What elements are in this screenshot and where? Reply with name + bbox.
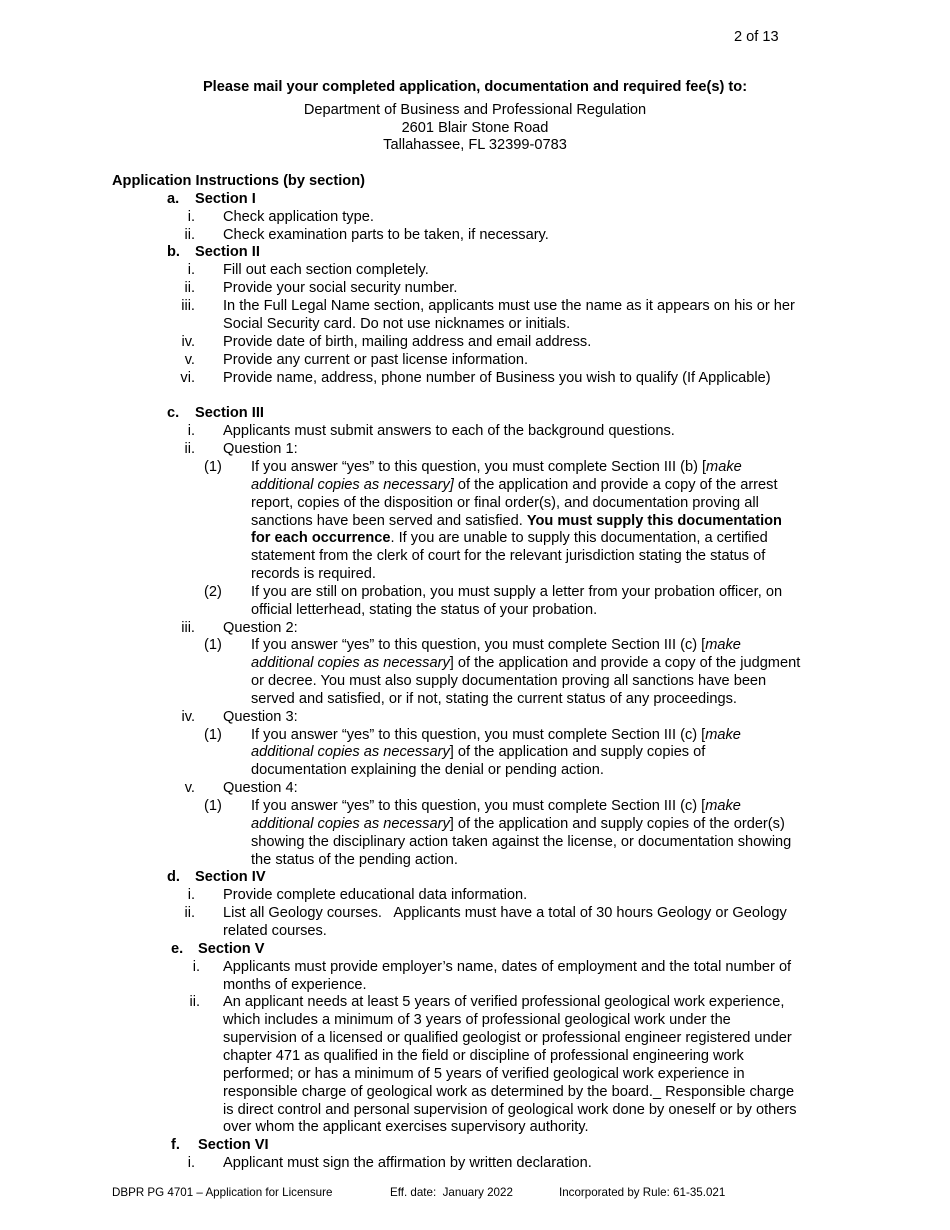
section-d-marker: d. (167, 869, 180, 885)
list-item-continued: chapter 471 as qualified in the field or discipline of professional engineering work (223, 1048, 744, 1064)
list-item-continued: performed; or has a minimum of 5 years of verified geological work experience in (223, 1066, 745, 1082)
section-e-marker: e. (171, 941, 184, 957)
sub-item-line: showing the disciplinary action taken against the license, or documentation showing (251, 834, 792, 850)
sub-number: (1) (204, 727, 222, 743)
list-item-continued: Social Security card. Do not use nicknames or initials. (223, 316, 571, 332)
list-item: An applicant needs at least 5 years of verified professional geological work experience, (223, 994, 785, 1010)
sub-item-line: sanctions have been served and satisfied. You must supply this documentation (251, 513, 782, 529)
list-number: ii. (184, 441, 195, 457)
question-label: Question 1: (223, 441, 298, 457)
list-item: In the Full Legal Name section, applicants must use the name as it appears on his or her (223, 298, 795, 314)
list-item-continued: supervision of a licensed or qualified geologist or professional engineer registered under (223, 1030, 792, 1046)
list-item: Check examination parts to be taken, if necessary. (223, 227, 549, 243)
list-item: Fill out each section completely. (223, 262, 429, 278)
footer-rule: Incorporated by Rule: 61-35.021 (559, 1186, 726, 1199)
question-label: Question 2: (223, 620, 298, 636)
sub-item-line: If you answer “yes” to this question, you must complete Section III (c) [make (251, 798, 741, 814)
section-d-title: Section IV (195, 869, 266, 885)
sub-item-line: documentation explaining the denial or pending action. (251, 762, 604, 778)
page-number: 2 of 13 (734, 29, 779, 45)
section-b-title: Section II (195, 244, 260, 260)
list-item: Provide complete educational data information. (223, 887, 528, 903)
section-c-title: Section III (195, 405, 264, 421)
sub-item-line: for each occurrence. If you are unable to supply this documentation, a certified (251, 530, 768, 546)
footer-eff-date: Eff. date: January 2022 (390, 1186, 513, 1199)
section-e-title: Section V (198, 941, 265, 957)
list-item-continued: responsible charge of geological work as determined by the board._ Responsible charge (223, 1084, 795, 1100)
address-line-2: 2601 Blair Stone Road (401, 120, 549, 136)
sub-item-line: If you answer “yes” to this question, you must complete Section III (b) [make (251, 459, 742, 475)
list-number: ii. (189, 994, 200, 1010)
list-number: ii. (184, 905, 195, 921)
sub-item-line: additional copies as necessary] of the application and supply copies of (251, 744, 706, 760)
list-item: Applicants must provide employer’s name, dates of employment and the total number of (223, 959, 792, 975)
sub-item-line: If you answer “yes” to this question, you must complete Section III (c) [make (251, 727, 741, 743)
list-item-continued: which includes a minimum of 3 years of professional geological work under the (223, 1012, 731, 1028)
list-number: iv. (181, 334, 195, 350)
list-item-continued: is direct control and personal supervision of geological work done by oneself or by others (223, 1102, 797, 1118)
sub-number: (1) (204, 459, 222, 475)
sub-number: (1) (204, 798, 222, 814)
sub-item-line: or decree. You must also supply documentation proving all sanctions have been (251, 673, 767, 689)
mail-heading: Please mail your completed application, documentation and required fee(s) to: (202, 79, 748, 95)
list-item-continued: related courses. (223, 923, 327, 939)
list-number: vi. (180, 370, 195, 386)
section-a-marker: a. (167, 191, 180, 207)
sub-item-line: If you answer “yes” to this question, you must complete Section III (c) [make (251, 637, 741, 653)
sub-item-line: statement from the clerk of court for the relevant jurisdiction stating the status of (251, 548, 766, 564)
section-c-marker: c. (167, 405, 180, 421)
sub-item-line: official letterhead, stating the status of your probation. (251, 602, 598, 618)
list-item-continued: over whom the applicant exercises supervisory authority. (223, 1119, 589, 1135)
sub-item-line: served and satisfied, or if not, stating the current status of any proceedings. (251, 691, 737, 707)
list-number: iii. (181, 620, 195, 636)
list-number: i. (187, 1155, 195, 1171)
list-number: ii. (184, 227, 195, 243)
sub-number: (1) (204, 637, 222, 653)
list-item: Check application type. (223, 209, 374, 225)
instructions-title: Application Instructions (by section) (112, 173, 365, 189)
list-number: i. (187, 262, 195, 278)
list-item: Provide your social security number. (223, 280, 458, 296)
sub-item-line: additional copies as necessary] of the application and provide a copy of the judgment (251, 655, 801, 671)
sub-item-line: records is required. (251, 566, 376, 582)
address-line-3: Tallahassee, FL 32399-0783 (383, 137, 567, 153)
sub-item-line: additional copies as necessary] of the application and supply copies of the order(s) (251, 816, 785, 832)
list-item-continued: months of experience. (223, 977, 367, 993)
list-number: ii. (184, 280, 195, 296)
list-number: i. (187, 887, 195, 903)
sub-item-line: the status of the pending action. (251, 852, 458, 868)
list-number: i. (187, 209, 195, 225)
list-number: i. (192, 959, 200, 975)
list-number: v. (184, 352, 195, 368)
list-number: i. (187, 423, 195, 439)
list-item: List all Geology courses. Applicants must have a total of 30 hours Geology or Geology (223, 905, 787, 921)
section-f-marker: f. (171, 1137, 180, 1153)
section-f-title: Section VI (198, 1137, 269, 1153)
sub-number: (2) (204, 584, 222, 600)
section-a-title: Section I (195, 191, 256, 207)
list-number: iii. (181, 298, 195, 314)
sub-item-line: If you are still on probation, you must supply a letter from your probation officer, on (251, 584, 783, 600)
address-line-1: Department of Business and Professional Regulation (303, 102, 647, 118)
footer-form-id: DBPR PG 4701 – Application for Licensure (112, 1186, 333, 1199)
list-item: Applicant must sign the affirmation by written declaration. (223, 1155, 592, 1171)
section-b-marker: b. (167, 244, 180, 260)
sub-item-line: additional copies as necessary] of the application and provide a copy of the arrest (251, 477, 778, 493)
question-label: Question 4: (223, 780, 298, 796)
list-number: v. (184, 780, 195, 796)
list-item: Provide any current or past license information. (223, 352, 528, 368)
sub-item-line: report, copies of the disposition or final order(s), and documentation proving all (251, 495, 759, 511)
question-label: Question 3: (223, 709, 298, 725)
list-item: Provide date of birth, mailing address and email address. (223, 334, 592, 350)
list-item: Applicants must submit answers to each of the background questions. (223, 423, 675, 439)
list-item: Provide name, address, phone number of Business you wish to qualify (If Applicable) (223, 370, 771, 386)
list-number: iv. (181, 709, 195, 725)
